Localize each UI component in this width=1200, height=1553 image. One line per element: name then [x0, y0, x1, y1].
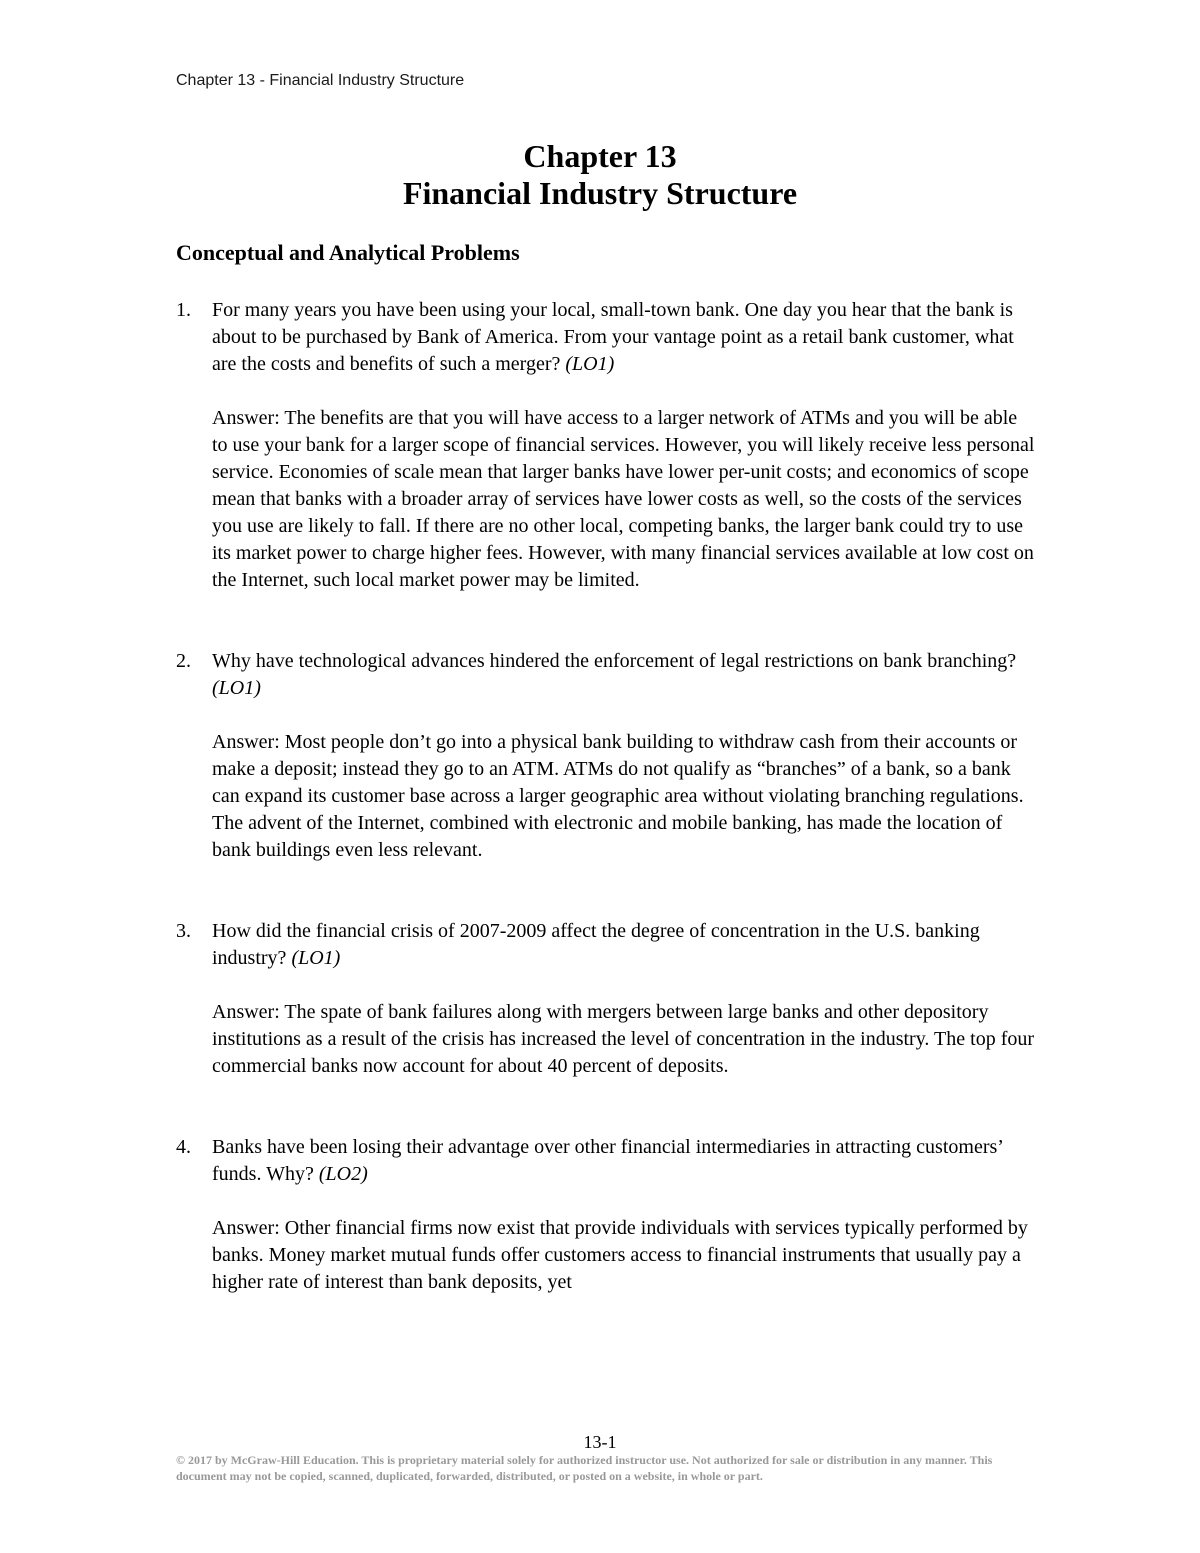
problem-number: 2. [176, 650, 191, 672]
learning-objective: (LO1) [212, 677, 261, 699]
problem-number: 4. [176, 1136, 191, 1158]
question-text: Banks have been losing their advantage over other financial intermediaries in attracting customers’ funds. Why? [212, 1136, 1003, 1185]
problem-question [212, 918, 1036, 972]
problem-number: 1. [176, 299, 191, 321]
page-number: 13-1 [583, 1432, 617, 1452]
problem-answer: Answer: The spate of bank failures along with mergers between large banks and other depository institutions as a result of the crisis has increased the level of concentration in the industry. The top four commercial banks now account for about 40 percent of deposits. [212, 1001, 1035, 1077]
running-header: Chapter 13 - Financial Industry Structure [176, 72, 465, 89]
problem-question [212, 648, 1036, 702]
problem-list [176, 297, 1036, 1296]
problem-item [176, 918, 1036, 1080]
chapter-subject-title: Financial Industry Structure [402, 175, 798, 211]
section-heading: Conceptual and Analytical Problems [176, 240, 520, 265]
question-text: Why have technological advances hindered the enforcement of legal restrictions on bank branching? [212, 650, 1017, 672]
question-text: For many years you have been using your local, small-town bank. One day you hear that the bank is about to be purchased by Bank of America. From your vantage point as a retail bank customer, what are the costs and benefits of such a merger? [212, 299, 1014, 375]
problem-question [212, 297, 1036, 378]
question-text: How did the financial crisis of 2007-2009 affect the degree of concentration in the U.S. banking industry? [212, 920, 980, 969]
chapter-number-title: Chapter 13 [523, 138, 677, 174]
learning-objective: (LO1) [565, 353, 615, 375]
chapter-title-block [0, 138, 1200, 212]
problem-number: 3. [176, 920, 191, 942]
problem-answer: Answer: The benefits are that you will have access to a larger network of ATMs and you will be able to use your bank for a larger scope of financial services. However, you will likely receive less personal service. Economies of scale mean that larger banks have lower per-unit costs; and economics of scope mean that banks with a broader array of services have lower costs as well, so the costs of the services you use are likely to fall. If there are no other local, competing banks, the larger bank could try to use its market power to charge higher fees. However, with many financial services available at low cost on the Internet, such local market power may be limited. [212, 407, 1035, 591]
problem-answer: Answer: Other financial firms now exist that provide individuals with services typically performed by banks. Money market mutual funds offer customers access to financial instruments that usually pay a higher rate of interest than bank deposits, yet [212, 1217, 1028, 1293]
copyright-notice: © 2017 by McGraw-Hill Education. This is proprietary material solely for authorized instructor use. Not authorized for sale or distribution in any manner. This document may not be copied, scanned, duplicated, forwarded, distributed, or posted on a website, in whole or part. [176, 1453, 993, 1483]
problem-answer: Answer: Most people don’t go into a physical bank building to withdraw cash from their accounts or make a deposit; instead they go to an ATM. ATMs do not qualify as “branches” of a bank, so a bank can expand its customer base across a larger geographic area without violating branching regulations. The advent of the Internet, combined with electronic and mobile banking, has made the location of bank buildings even less relevant. [212, 731, 1024, 861]
problem-item [176, 648, 1036, 864]
problem-question [212, 1134, 1036, 1188]
learning-objective: (LO2) [318, 1163, 368, 1185]
problem-item [176, 297, 1036, 594]
problem-item [176, 1134, 1036, 1296]
learning-objective: (LO1) [291, 947, 341, 969]
